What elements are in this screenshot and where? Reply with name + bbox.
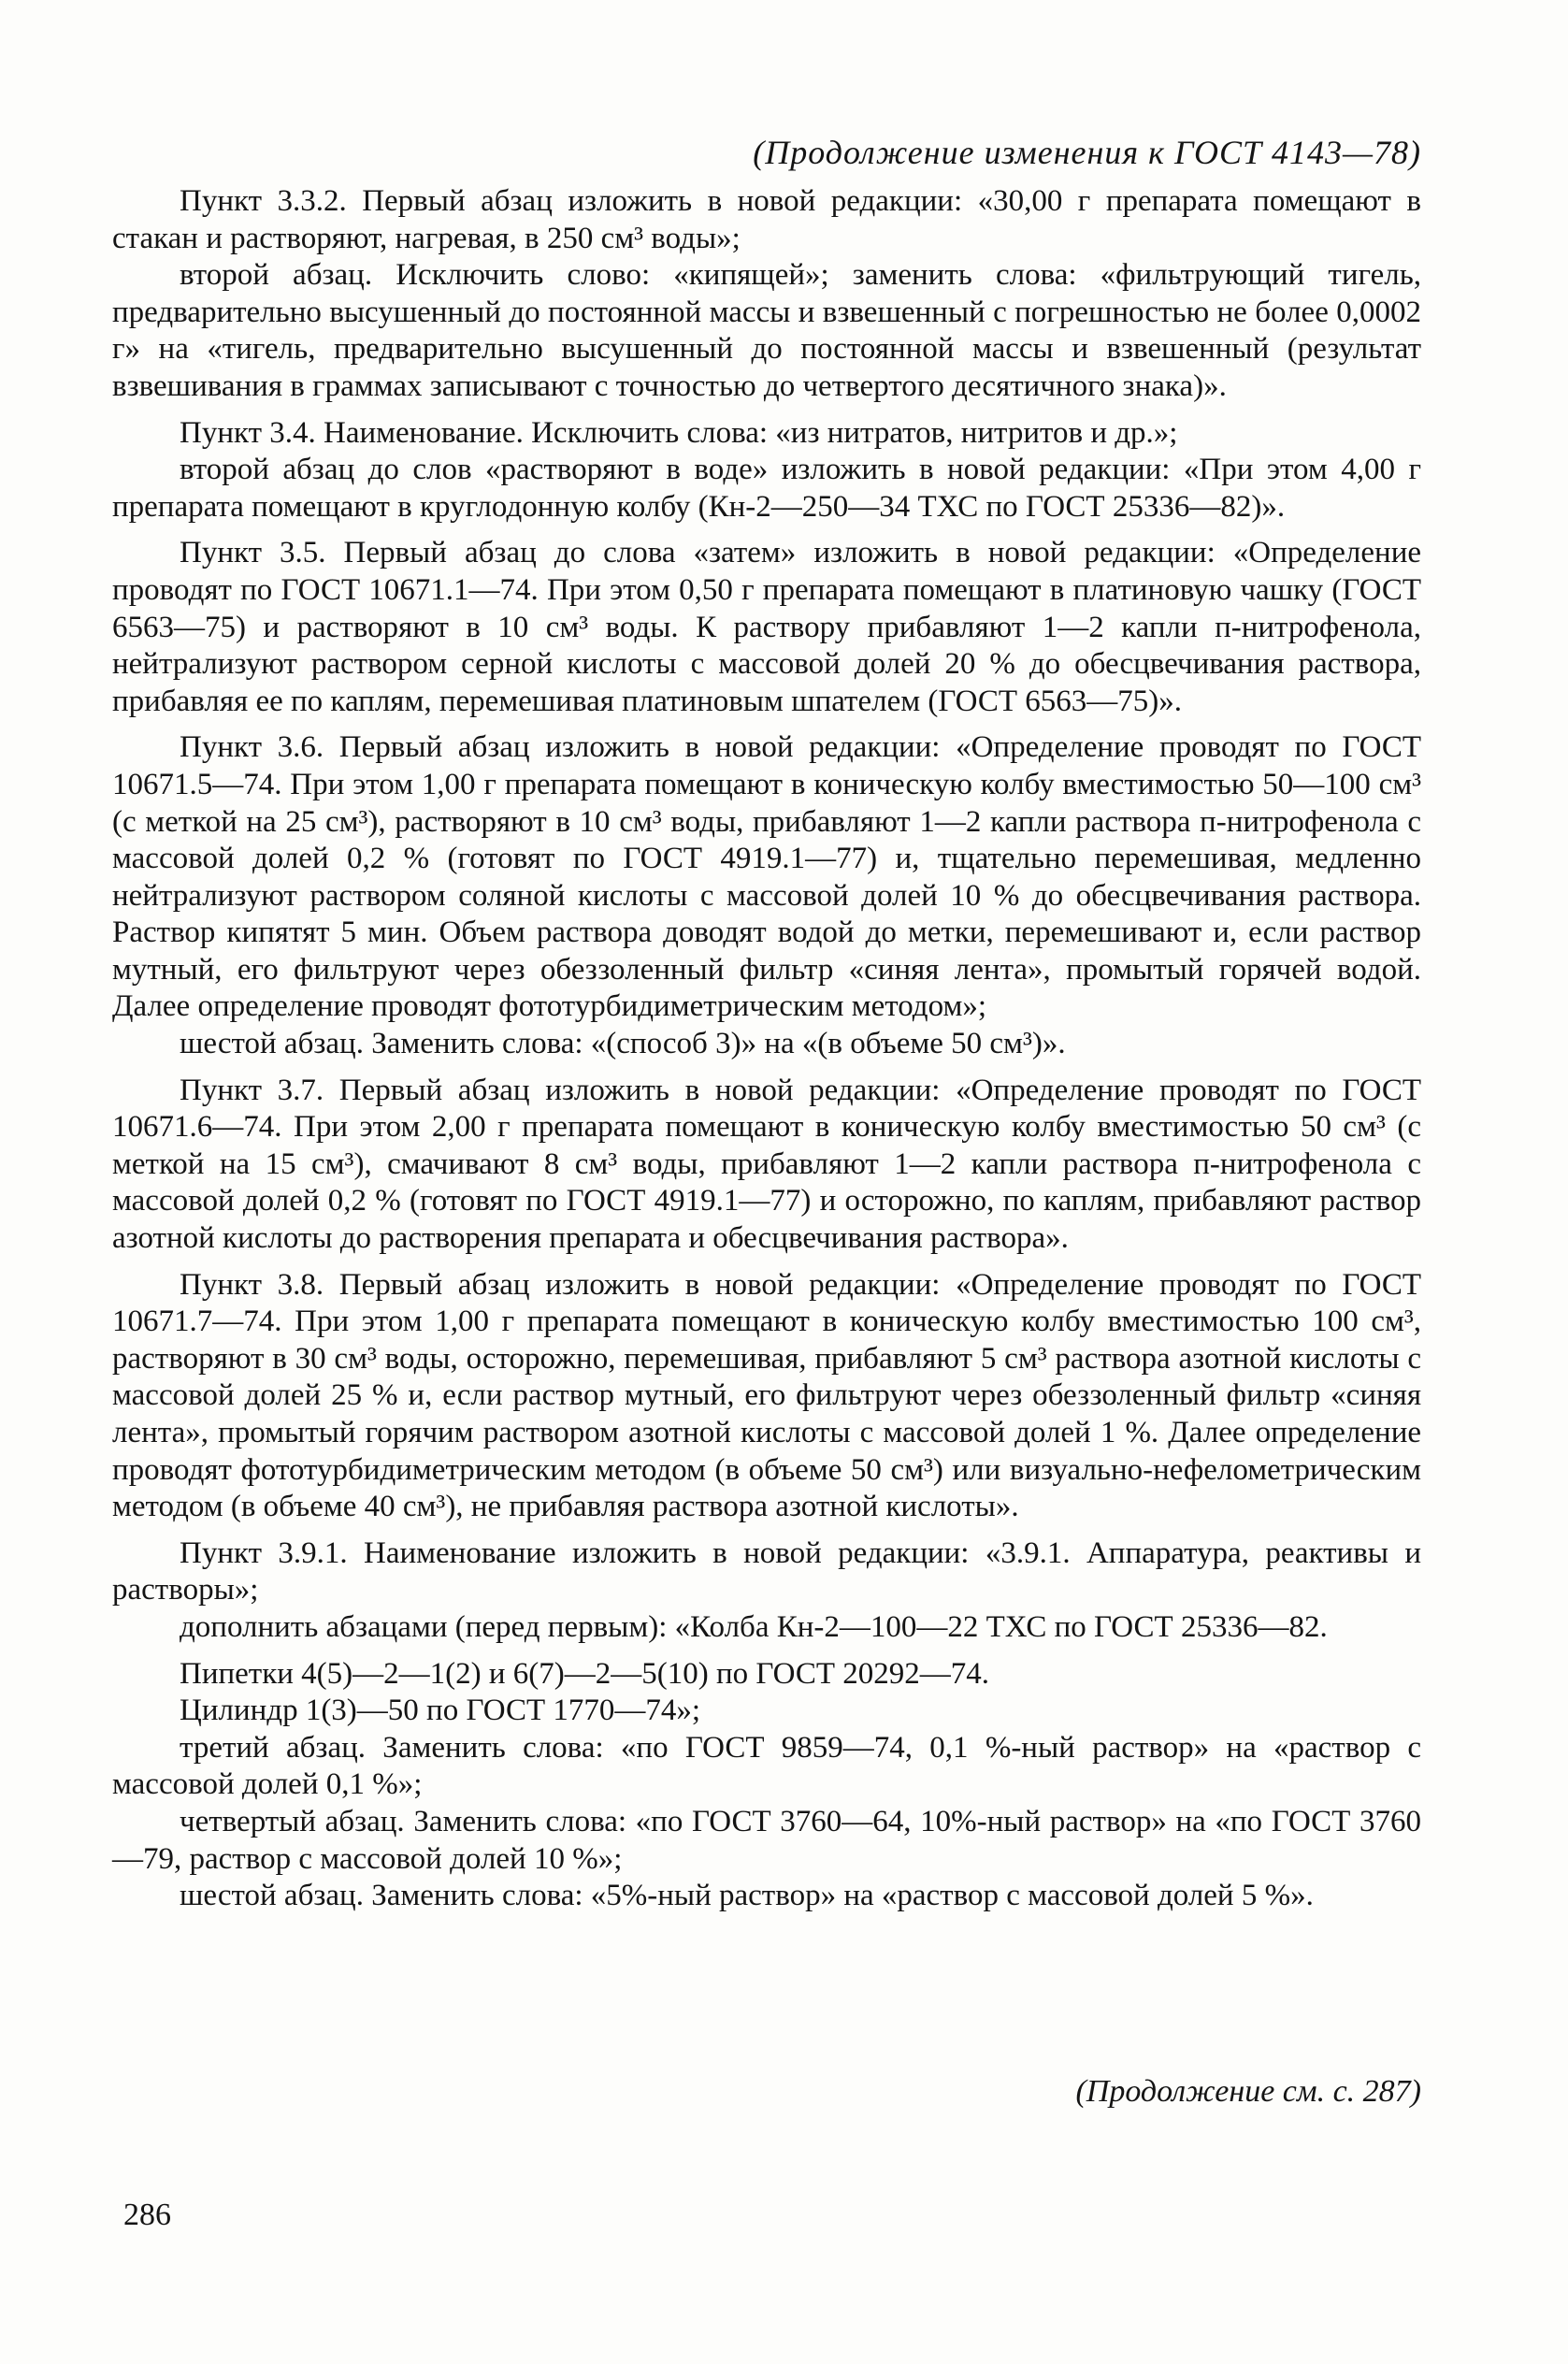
running-header: (Продолжение изменения к ГОСТ 4143—78) [753,134,1421,171]
paragraph-3-4-second: второй абзац до слов «растворяют в воде» изложить в новой редакции: «При этом 4,00 г препарата помещают в круглодонную колбу (Кн-2—250—34 ТХС по ГОСТ 25336—82)». [112,453,1421,524]
paragraph-third: третий абзац. Заменить слова: «по ГОСТ 9859—74, 0,1 %-ный раствор» на «раствор с массовой долей 0,1 %»; [112,1730,1421,1802]
document-body [112,183,1421,1915]
paragraph-3-6-sixth: шестой абзац. Заменить слова: «(способ 3)» на «(в объеме 50 см³)». [180,1027,1066,1061]
paragraph-3-4: Пункт 3.4. Наименование. Исключить слова: «из нитратов, нитритов и др.»; [180,415,1178,450]
paragraph-3-3-2-second: второй абзац. Исключить слово: «кипящей»; заменить слова: «фильтрующий тигель, предварительно высушенный до постоянной массы и взвешенный с погрешностью не более 0,0002 г» на «тигель, предварительно высушенный до постоянной массы и взвешенный (результат взвешивания в граммах записывают с точностью до четвертого десятичного знака)». [112,258,1421,403]
paragraph-3-7: Пункт 3.7. Первый абзац изложить в новой редакции: «Определение проводят по ГОСТ 10671.6—74. При этом 2,00 г препарата помещают в коническую колбу вместимостью 50 см³ (с меткой на 15 см³), смачивают 8 см³ воды, прибавляют 1—2 капли раствора п-нитрофенола с массовой долей 0,2 % (готовят по ГОСТ 4919.1—77) и осторожно, по каплям, прибавляют раствор азотной кислоты до растворения препарата и обесцвечивания раствора». [112,1073,1421,1256]
paragraph-3-8: Пункт 3.8. Первый абзац изложить в новой редакции: «Определение проводят по ГОСТ 10671.7—74. При этом 1,00 г препарата помещают в коническую колбу вместимостью 100 см³, растворяют в 30 см³ воды, осторожно, перемешивая, прибавляют 5 см³ раствора азотной кислоты с массовой долей 25 % и, если раствор мутный, его фильтруют через обеззоленный фильтр «синяя лента», промытый горячим раствором азотной кислоты с массовой долей 1 %. Далее определение проводят фототурбидиметрическим методом (в объеме 50 см³) или визуально-нефелометрическим методом (в объеме 40 см³), не прибавляя раствора азотной кислоты». [112,1267,1421,1524]
paragraph-3-6: Пункт 3.6. Первый абзац изложить в новой редакции: «Определение проводят по ГОСТ 10671.5—74. При этом 1,00 г препарата помещают в коническую колбу вместимостью 50—100 см³ (с меткой на 25 см³), растворяют в 10 см³ воды, прибавляют 1—2 капли раствора п-нитрофенола с массовой долей 0,2 % (готовят по ГОСТ 4919.1—77) и, тщательно перемешивая, медленно нейтрализуют раствором соляной кислоты с массовой долей 10 % до обесцвечивания раствора. Раствор кипятят 5 мин. Объем раствора доводят водой до метки, перемешивают и, если раствор мутный, его фильтруют через обеззоленный фильтр «синяя лента», промытый горячей водой. Далее определение проводят фототурбидиметрическим методом»; [112,730,1421,1024]
paragraph-sixth: шестой абзац. Заменить слова: «5%-ный раствор» на «раствор с массовой долей 5 %». [180,1879,1314,1913]
page-number: 286 [123,2198,171,2232]
paragraph-cylinder: Цилиндр 1(3)—50 по ГОСТ 1770—74»; [180,1694,701,1728]
paragraph-3-9-1: Пункт 3.9.1. Наименование изложить в новой редакции: «3.9.1. Аппаратура, реактивы и растворы»; [112,1535,1421,1607]
paragraph-3-3-2: Пункт 3.3.2. Первый абзац изложить в новой редакции: «30,00 г препарата помещают в стакан и растворяют, нагревая, в 250 см³ воды»; [112,184,1421,255]
continuation-note: (Продолжение см. с. 287) [1075,2074,1421,2109]
paragraph-3-9-1-add: дополнить абзацами (перед первым): «Колба Кн-2—100—22 ТХС по ГОСТ 25336—82. [180,1609,1328,1644]
paragraph-fourth: четвертый абзац. Заменить слова: «по ГОСТ 3760—64, 10%-ный раствор» на «по ГОСТ 3760—79, раствор с массовой долей 10 %»; [112,1804,1421,1876]
paragraph-3-5: Пункт 3.5. Первый абзац до слова «затем» изложить в новой редакции: «Определение проводят по ГОСТ 10671.1—74. При этом 0,50 г препарата помещают в платиновую чашку (ГОСТ 6563—75) и растворяют в 10 см³ воды. К раствору прибавляют 1—2 капли п-нитрофенола, нейтрализуют раствором серной кислоты с массовой долей 20 % до обесцвечивания раствора, прибавляя ее по каплям, перемешивая платиновым шпателем (ГОСТ 6563—75)». [112,536,1421,718]
paragraph-pipettes: Пипетки 4(5)—2—1(2) и 6(7)—2—5(10) по ГОСТ 20292—74. [180,1656,990,1691]
